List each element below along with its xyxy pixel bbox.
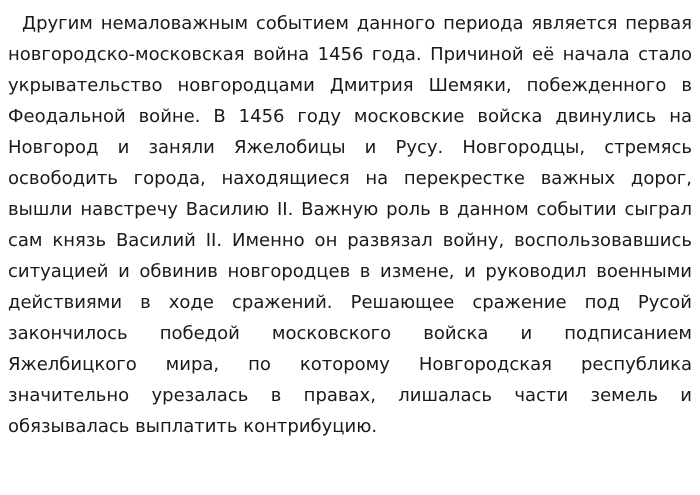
document-page: [8, 8, 692, 487]
body-paragraph: Другим немаловажным событием данного периода является первая новгородско-московская война 1456 года. Причиной её начала стало укрывательство новгородцами Дмитрия Шемяки, побежденного в Феодальной войне. В 1456 году московские войска двинулись на Новгород и заняли Яжелобицы и Русу. Новгородцы, стремясь освободить города, находящиеся на перекрестке важных дорог, вышли навстречу Василию II. Важную роль в данном событии сыграл сам князь Василий II. Именно он развязал войну, воспользовавшись ситуацией и обвинив новгородцев в измене, и руководил военными действиями в ходе сражений. Решающее сражение под Русой закончилось победой московского войска и подписанием Яжелбицкого мира, по которому Новгородская республика значительно урезалась в правах, лишалась части земель и обязывалась выплатить контрибуцию.: [8, 13, 692, 437]
